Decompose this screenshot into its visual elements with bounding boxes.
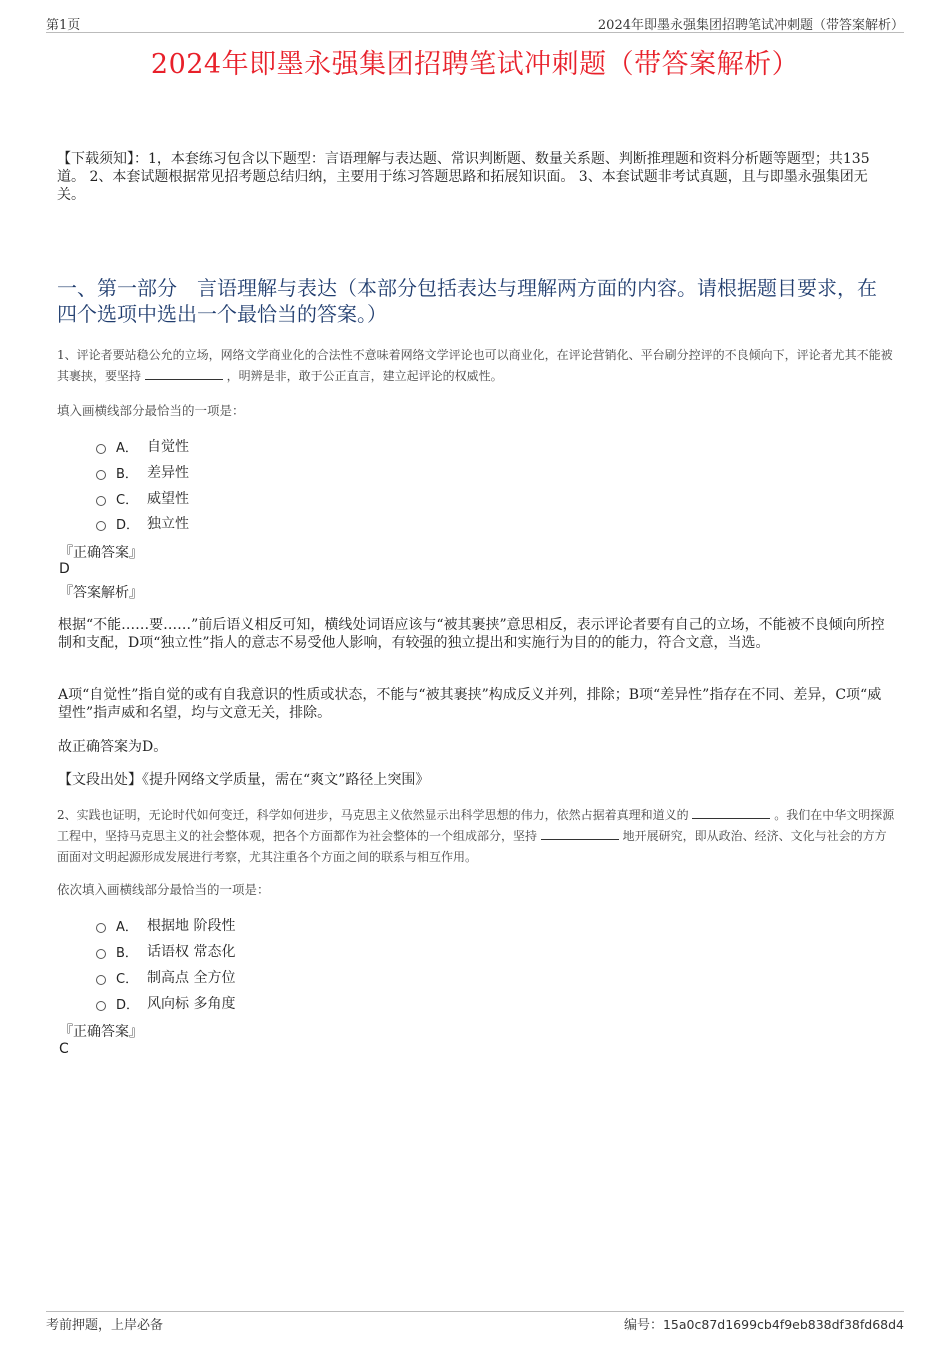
- analysis-paragraph: 根据“不能……要……”前后语义相反可知，横线处词语应该与“被其裹挟”意思相反，表示评论者要有自己的立场，不能被不良倾向所控制和支配，D项“独立性”指人的意志不易受他人影响，有较强的独立提出和实施行为目的的能力，符合文意，当选。: [58, 617, 885, 651]
- option-text: 自觉性: [147, 439, 189, 455]
- question-2-option-a[interactable]: [96, 915, 235, 935]
- question-2-stem: [57, 805, 896, 868]
- question-1-option-a[interactable]: [96, 436, 189, 456]
- option-letter: A．: [116, 919, 138, 935]
- option-text: 差异性: [147, 465, 189, 481]
- question-2-prompt: 依次填入画横线部分最恰当的一项是：: [57, 882, 270, 897]
- option-letter: D．: [116, 997, 140, 1013]
- analysis-conclusion: 故正确答案为D。: [58, 739, 168, 755]
- fill-blank: [692, 806, 770, 819]
- option-text: 制高点 全方位: [147, 970, 236, 986]
- question-1-option-d[interactable]: [96, 513, 189, 533]
- option-text: 独立性: [147, 516, 189, 532]
- fill-blank: [541, 827, 619, 840]
- question-2-option-c[interactable]: [96, 967, 235, 987]
- footer-divider: [46, 1311, 904, 1312]
- option-letter: D．: [116, 517, 140, 533]
- option-text: 根据地 阶段性: [147, 918, 236, 934]
- radio-icon[interactable]: [96, 949, 106, 959]
- radio-icon[interactable]: [96, 444, 106, 454]
- question-2-option-b[interactable]: [96, 941, 235, 961]
- question-2-stem-part2: 。我们在中华文明探源工程中，坚持马克思主义的社会整体观，把各个方面都作为社会整体的一个组成部分，坚持: [57, 808, 895, 843]
- footer-slogan: 考前押题，上岸必备: [46, 1318, 164, 1333]
- correct-answer: C: [59, 1041, 69, 1057]
- question-2-option-d[interactable]: [96, 993, 235, 1013]
- page-number: 第1页: [46, 18, 81, 33]
- option-letter: C．: [116, 971, 139, 987]
- answer-label: 『正确答案』: [59, 545, 143, 561]
- question-1-stem-after: ，明辨是非，敢于公正直言，建立起评论的权威性。: [226, 369, 503, 383]
- section-heading: 一、第一部分 言语理解与表达（本部分包括表达与理解两方面的内容。请根据题目要求，在四个选项中选出一个最恰当的答案。）: [57, 276, 877, 326]
- question-2-stem-part1: 2、实践也证明，无论时代如何变迁，科学如何进步，马克思主义依然显示出科学思想的伟力，依然占据着真理和道义的: [57, 808, 689, 822]
- document-code: [624, 1314, 904, 1333]
- option-letter: B．: [116, 945, 138, 961]
- option-letter: B．: [116, 466, 138, 482]
- correct-answer: D: [59, 561, 70, 577]
- document-title: 2024年即墨永强集团招聘笔试冲刺题（带答案解析）: [150, 49, 800, 80]
- radio-icon[interactable]: [96, 975, 106, 985]
- download-notice: 【下载须知】：1，本套练习包含以下题型：言语理解与表达题、常识判断题、数量关系题、判断推理题和资料分析题等题型；共135道。 2、本套试题根据常见招考题总结归纳，主要用于练习答题思路和拓展知识面。 3、本套试题非考试真题，且与即墨永强集团无关。: [57, 151, 870, 203]
- question-2-stem-part3: 地开展研究，即从政治、经济、文化与社会的方方面面对文明起源形成发展进行考察，尤其注重各个方面之间的联系与相互作用。: [57, 829, 887, 864]
- radio-icon[interactable]: [96, 1001, 106, 1011]
- question-1-option-b[interactable]: [96, 462, 189, 482]
- option-letter: A．: [116, 440, 138, 456]
- document-code-value: 15a0c87d1699cb4f9eb838df38fd68d4: [662, 1317, 904, 1332]
- question-1-stem-before: 1、评论者要站稳公允的立场，网络文学商业化的合法性不意味着网络文学评论也可以商业化，在评论营销化、平台刷分控评的不良倾向下，评论者尤其不能被其裹挟，要坚持: [57, 348, 893, 383]
- running-header-title: 2024年即墨永强集团招聘笔试冲刺题（带答案解析）: [597, 18, 904, 33]
- option-letter: C．: [116, 492, 139, 508]
- option-text: 风向标 多角度: [147, 996, 236, 1012]
- fill-blank: [145, 367, 223, 380]
- option-text: 威望性: [147, 491, 189, 507]
- document-code-label: 编号：: [623, 1318, 663, 1333]
- source-citation: 【文段出处】《提升网络文学质量，需在“爽文”路径上突围》: [58, 772, 430, 788]
- question-1-prompt: 填入画横线部分最恰当的一项是：: [57, 403, 245, 418]
- answer-label: 『正确答案』: [59, 1024, 143, 1040]
- radio-icon[interactable]: [96, 923, 106, 933]
- analysis-label: 『答案解析』: [59, 585, 143, 601]
- radio-icon[interactable]: [96, 496, 106, 506]
- header-divider: [46, 32, 904, 33]
- radio-icon[interactable]: [96, 521, 106, 531]
- option-text: 话语权 常态化: [147, 944, 236, 960]
- radio-icon[interactable]: [96, 470, 106, 480]
- question-1-stem: [57, 345, 896, 387]
- analysis-paragraph: A项“自觉性”指自觉的或有自我意识的性质或状态，不能与“被其裹挟”构成反义并列，排除；B项“差异性”指存在不同、差异，C项“威望性”指声威和名望，均与文意无关，排除。: [58, 687, 882, 721]
- question-1-option-c[interactable]: [96, 488, 189, 508]
